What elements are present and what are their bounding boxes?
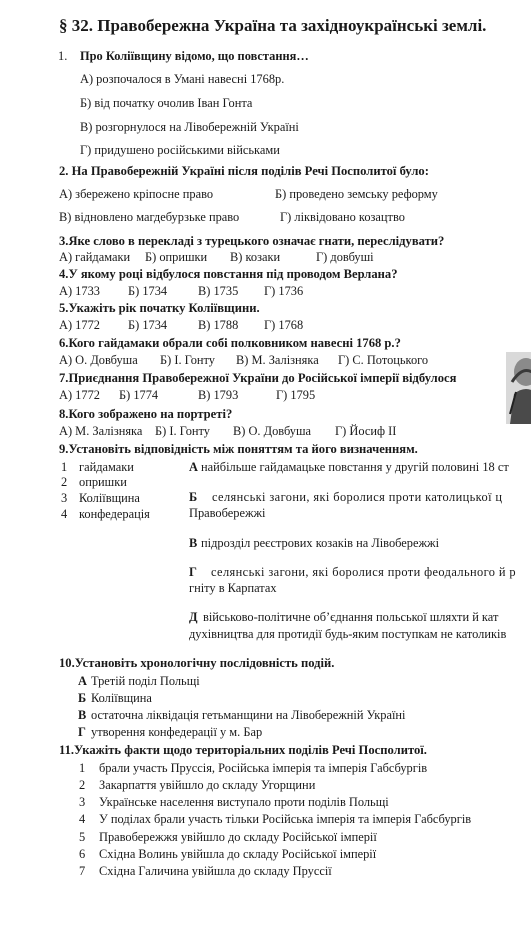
question-7-option-d: Г) 1795	[276, 388, 316, 402]
definition-text: селянські загони, які боролися проти феодального й р	[211, 565, 517, 579]
definition-text-cont: гніту в Карпатах	[189, 581, 277, 595]
sequence-item: Третій поділ Польщі	[91, 674, 200, 688]
question-5-option-c: В) 1788	[198, 318, 239, 332]
question-11-text: 11.Укажіть факти щодо територіальних поділів Речі Посполитої.	[59, 743, 427, 757]
question-7-option-a: А) 1772	[59, 388, 100, 402]
question-4-option-c: В) 1735	[198, 284, 239, 298]
question-1-text: Про Коліївщину відомо, що повстання…	[80, 49, 309, 63]
question-6-option-c: В) М. Залізняка	[236, 353, 319, 367]
fact-number: 4	[79, 812, 86, 826]
page-title: § 32. Правобережна Україна та західноукраїнські землі.	[59, 16, 487, 35]
fact-number: 5	[79, 830, 86, 844]
question-5-option-a: А) 1772	[59, 318, 100, 332]
question-3-option-c: В) козаки	[230, 250, 281, 264]
question-4-text: 4.У якому році відбулося повстання під проводом Верлана?	[59, 267, 398, 281]
fact-text: Закарпаття увійшло до складу Угорщини	[99, 778, 316, 792]
sequence-letter: В	[78, 708, 87, 722]
definition-letter: Г	[189, 565, 197, 579]
question-3-option-b: Б) опришки	[145, 250, 208, 264]
definition-letter: В	[189, 536, 198, 550]
portrait-image	[506, 352, 531, 424]
question-4-option-d: Г) 1736	[264, 284, 304, 298]
question-4-option-b: Б) 1734	[128, 284, 168, 298]
question-8-text: 8.Кого зображено на портреті?	[59, 407, 233, 421]
fact-number: 7	[79, 864, 86, 878]
term-number: 1	[61, 460, 68, 474]
fact-number: 1	[79, 761, 86, 775]
question-2-option-d: Г) ліквідовано козацтво	[280, 210, 405, 224]
definition-text: військово-політичне об’єднання польської шляхти й кат	[203, 610, 499, 624]
question-6-text: 6.Кого гайдамаки обрали собі полковником навесні 1768 р.?	[59, 336, 401, 350]
question-1-option-d: Г) придушено російськими військами	[80, 143, 280, 157]
fact-text: Правобережжя увійшло до складу Російської імперії	[99, 830, 377, 844]
term-label: конфедерація	[79, 507, 150, 521]
definition-letter: А	[189, 460, 198, 474]
definition-letter: Д	[189, 610, 198, 624]
question-2-text: 2. На Правобережній Україні після поділів Речі Посполитої було:	[59, 164, 429, 178]
definition-text-cont: духівництва для протидії будь-яким поступкам не католиків	[189, 627, 507, 641]
question-2-option-c: В) відновлено магдебурзьке право	[59, 210, 240, 224]
term-number: 3	[61, 491, 68, 505]
question-6-option-b: Б) І. Гонту	[160, 353, 216, 367]
question-8-option-b: Б) І. Гонту	[155, 424, 211, 438]
sequence-item: Коліївщина	[91, 691, 152, 705]
question-3-option-d: Г) довбуші	[316, 250, 374, 264]
question-8-option-c: В) О. Довбуша	[233, 424, 312, 438]
question-7-option-c: В) 1793	[198, 388, 239, 402]
question-1-option-c: В) розгорнулося на Лівобережній Україні	[80, 120, 299, 134]
term-number: 2	[61, 475, 68, 489]
sequence-letter: Г	[78, 725, 86, 739]
question-4-option-a: А) 1733	[59, 284, 100, 298]
definition-text: найбільше гайдамацьке повстання у другій половині 18 ст	[201, 460, 509, 474]
term-number: 4	[61, 507, 68, 521]
term-label: Коліївщина	[79, 491, 140, 505]
question-1-number: 1.	[58, 49, 68, 63]
question-8-option-d: Г) Йосиф ІІ	[335, 424, 397, 438]
question-5-option-b: Б) 1734	[128, 318, 168, 332]
question-6-option-d: Г) С. Потоцького	[338, 353, 429, 367]
portrait-illustration	[506, 352, 531, 424]
question-6-option-a: А) О. Довбуша	[59, 353, 138, 367]
question-3-text: 3.Яке слово в перекладі з турецького означає гнати, переслідувати?	[59, 234, 445, 248]
term-label: опришки	[79, 475, 127, 489]
question-5-text: 5.Укажіть рік початку Коліївщини.	[59, 301, 260, 315]
sequence-item: утворення конфедерації у м. Бар	[91, 725, 263, 739]
fact-number: 3	[79, 795, 86, 809]
sequence-item: остаточна ліквідація гетьманщини на Лівобережній Україні	[91, 708, 406, 722]
fact-text: брали участь Пруссія, Російська імперія та імперія Габсбургів	[99, 761, 428, 775]
question-2-option-b: Б) проведено земську реформу	[275, 187, 438, 201]
question-2-option-a: А) збережено кріпосне право	[59, 187, 214, 201]
fact-number: 6	[79, 847, 86, 861]
sequence-letter: А	[78, 674, 87, 688]
definition-letter: Б	[189, 490, 198, 504]
fact-text: Східна Галичина увійшла до складу Пруссії	[99, 864, 332, 878]
definition-text: селянські загони, які боролися проти католицької ц	[212, 490, 503, 504]
fact-text: У поділах брали участь тільки Російська імперія та імперія Габсбургів	[99, 812, 472, 826]
question-10-text: 10.Установіть хронологічну послідовність подій.	[59, 656, 335, 670]
fact-number: 2	[79, 778, 86, 792]
term-label: гайдамаки	[79, 460, 134, 474]
question-5-option-d: Г) 1768	[264, 318, 304, 332]
question-7-option-b: Б) 1774	[119, 388, 159, 402]
fact-text: Українське населення виступало проти поділів Польщі	[99, 795, 389, 809]
question-9-text: 9.Установіть відповідність між поняттям та його визначенням.	[59, 442, 418, 456]
definition-text: підрозділ реєстрових козаків на Лівобережжі	[201, 536, 440, 550]
fact-text: Східна Волинь увійшла до складу Російської імперії	[99, 847, 377, 861]
definition-text-cont: Правобережжі	[189, 506, 266, 520]
question-8-option-a: А) М. Залізняка	[59, 424, 143, 438]
sequence-letter: Б	[78, 691, 87, 705]
question-3-option-a: А) гайдамаки	[59, 250, 131, 264]
question-1-option-b: Б) від початку очолив Іван Гонта	[80, 96, 253, 110]
question-1-option-a: А) розпочалося в Умані навесні 1768р.	[80, 72, 285, 86]
question-7-text: 7.Приєднання Правобережної України до Російської імперії відбулося	[59, 371, 457, 385]
